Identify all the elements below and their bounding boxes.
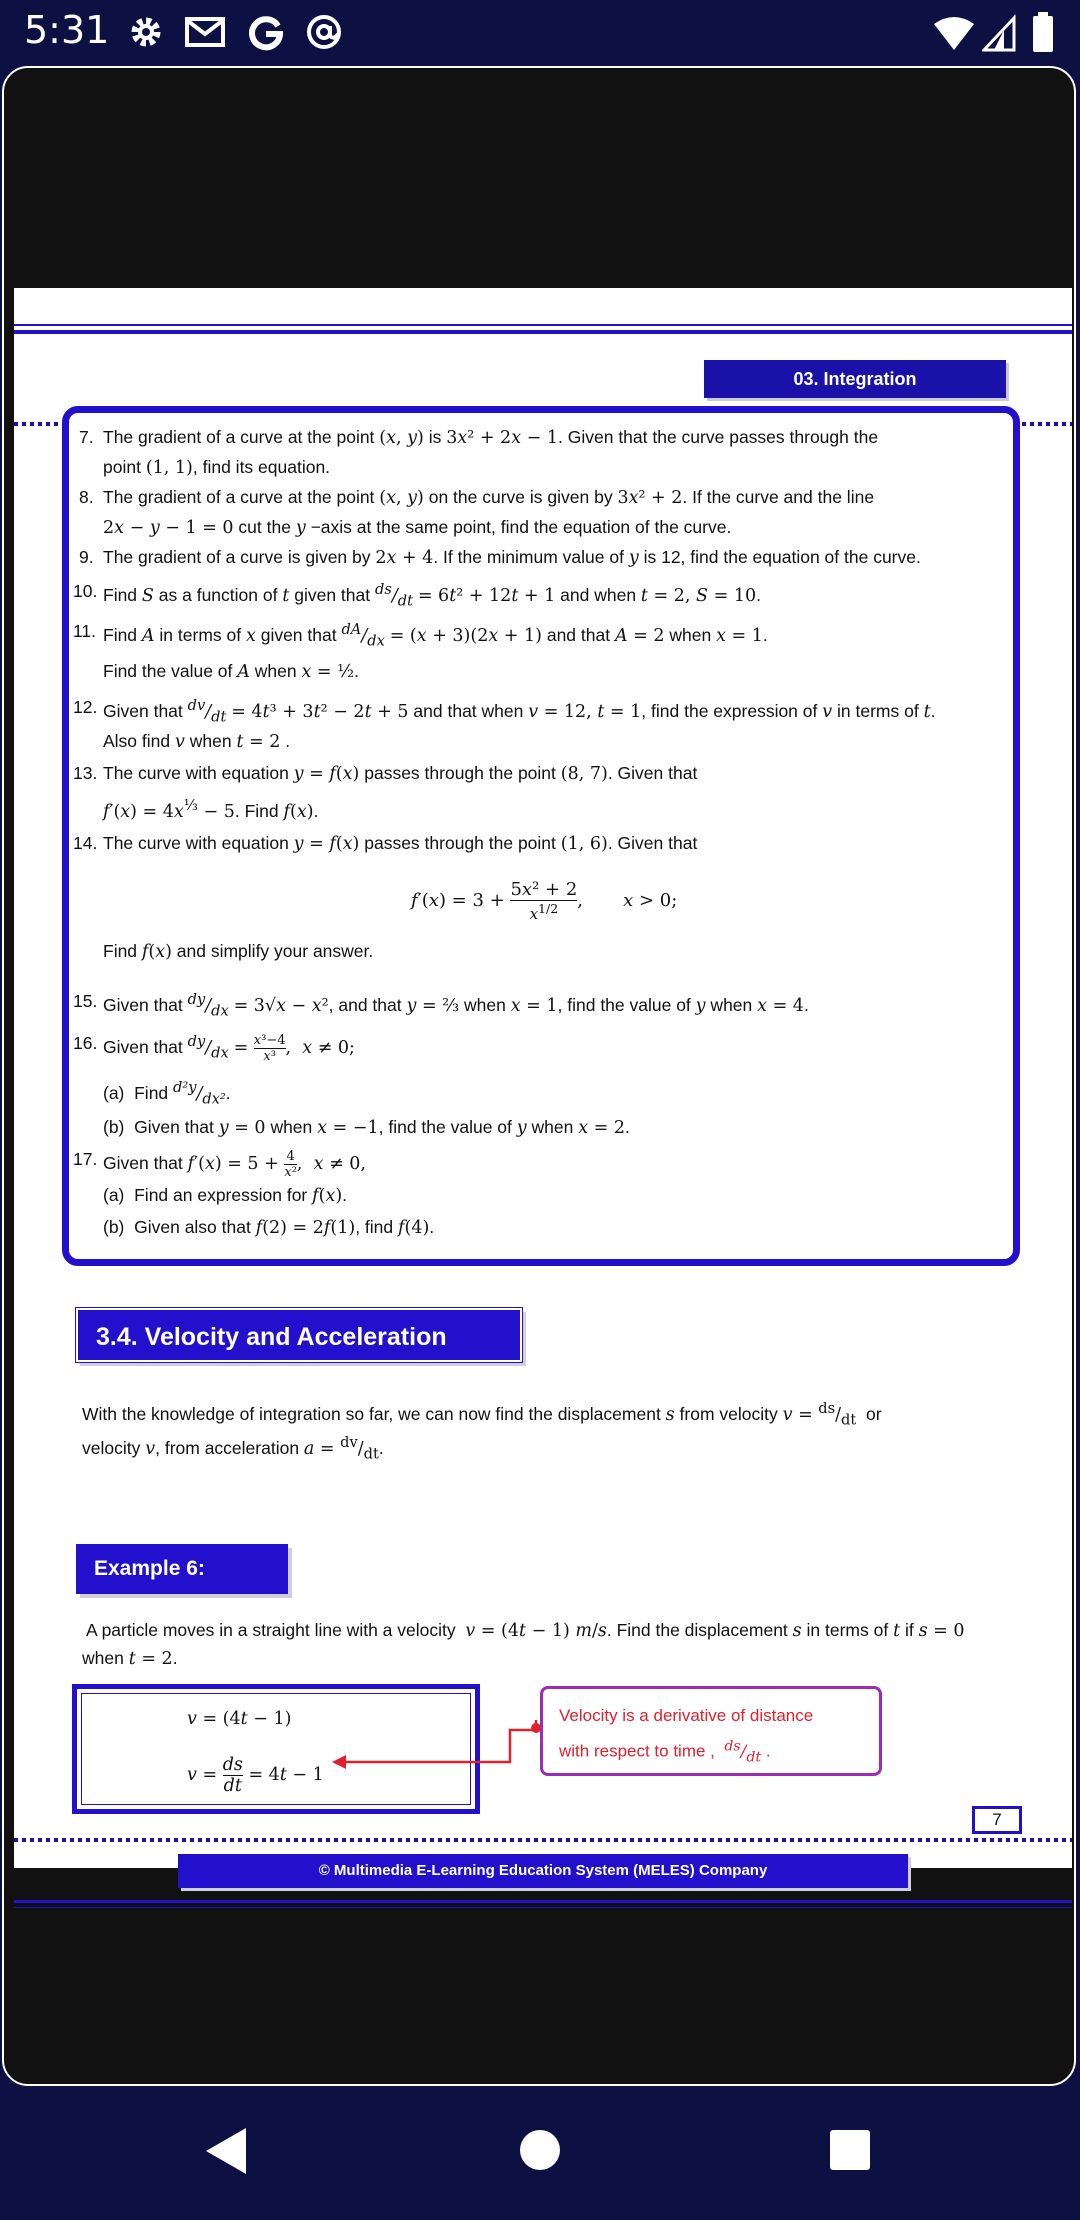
section-heading: 3.4. Velocity and Acceleration bbox=[76, 1308, 522, 1362]
navigation-bar bbox=[0, 2090, 1080, 2220]
note-box bbox=[540, 1686, 882, 1776]
example-text-line-1: A particle moves in a straight line with a velocity v = (4t − 1) m/s. Find the displacement s in terms of t if s = 0 bbox=[86, 1620, 965, 1641]
solution-line-1: v = (4t − 1) bbox=[187, 1709, 292, 1729]
document-page[interactable] bbox=[14, 288, 1072, 1879]
gmail-icon bbox=[184, 12, 226, 52]
solution-line-2: v = $\frac{ds}{dt}$ = 4t − 1 bbox=[187, 1755, 324, 1796]
note-line-2: with respect to time , $^{ds}/_{dt}$ . bbox=[559, 1738, 771, 1766]
home-icon[interactable] bbox=[518, 2128, 562, 2172]
footer-copyright: © Multimedia E-Learning Education System (MELES) Company bbox=[178, 1854, 908, 1888]
header-rule bbox=[14, 324, 1072, 326]
example-heading: Example 6: bbox=[76, 1544, 288, 1594]
google-icon bbox=[246, 12, 286, 52]
at-sign-icon bbox=[304, 12, 344, 52]
wifi-icon bbox=[932, 14, 976, 54]
footer-dotted-strip bbox=[14, 1838, 1072, 1842]
section-text-line-2: velocity v, from acceleration $a = ^{dv}/_{dt}$. bbox=[82, 1434, 384, 1463]
header-rule-thick bbox=[14, 330, 1072, 334]
footer-rule bbox=[14, 1900, 1072, 1903]
status-bar bbox=[0, 0, 1080, 64]
exercise-text: The gradient of a curve at the point (x, y) is 3x² + 2x − 1. Given that the curve passes through the bbox=[103, 427, 879, 448]
page-number: 7 bbox=[972, 1806, 1022, 1834]
gear-icon bbox=[126, 12, 166, 52]
exercise-14-formula: f′(x) = 3 + 5x² + 2 $x^{1/2}$ , x > 0; bbox=[411, 879, 678, 923]
chapter-tab: 03. Integration bbox=[704, 360, 1006, 398]
footer-rule-thin bbox=[14, 1907, 1072, 1908]
section-text-line-1: With the knowledge of integration so far, we can now find the displacement s from velocity $v = ^{ds}/_{dt}$ or bbox=[82, 1400, 882, 1429]
recents-icon[interactable] bbox=[828, 2128, 872, 2172]
example-text-line-2: when t = 2. bbox=[82, 1648, 178, 1669]
cellular-signal-icon bbox=[982, 14, 1016, 54]
note-line-1: Velocity is a derivative of distance bbox=[559, 1706, 814, 1725]
document-viewer[interactable] bbox=[2, 66, 1076, 2086]
exercise-box: 7. The gradient of a curve at the point (x, y) is 3x² + 2x − 1. Given that the curve passes through the point (1, 1), find its equation. 8. The gradient of a curve at the point (x, y) on the curve is given by 3x² + 2. If the curve and the line 2x − y − 1 = 0 cut the y −axis at the same point, find the equation of the curve. 9. The gradient of a curve is given by 2x + 4. If the minimum value of y is 12, find the equation of the curve. 10. Find S as a function of t given that $^{ds}/_{dt} = 6t^2 + 12t + 1$ and when t = 2, S = 10. 11. Find A in terms of x given that $^{dA}/_{dx} = (x + 3)(2x + 1)$ and that A = 2 when x = 1. Find the value of A when x = ½. 12. Given that $^{dv}/_{dt} = 4t^3 + 3t^2 - 2t + 5$ and that when v = 12, t = 1, find the expression of v in terms of t. Also find v when t = 2 . 13. The curve with equation y = f(x) passes through the point (8, 7). Given that $f'(x) = 4x^{\frac{1}{3}} - 5$. Find f(x). 14. The curve with equation y = f(x) passes through the point (1, 6). Given that f′(x) = 3 + 5x² + 2 $x^{1/2}$ , x > 0; Find f(x) and simplify your answer. 15. Given that $^{dy}/_{dx} = 3√x - x^2$, and that y = ⅔ when x = 1, find the value of y when x = 4. 16. Given that $^{dy}/_{dx}$ = $\frac{\text{x³−4}}{\text{x³}}$ , x ≠ 0; (a) Find $^{d^2y}/_{dx^2}$. (b) Given that y = 0 when x = −1, find the value of y when x = 2. 17. Given that f′(x) = 5 + $\frac{4}{\text{x²}}$ , x ≠ 0, (a) Find an expression for f(x). (b) Given also that f(2) = 2f(1), find f(4). bbox=[62, 406, 1020, 1266]
status-time: 5:31 bbox=[24, 8, 110, 52]
battery-icon bbox=[1032, 12, 1054, 52]
back-icon[interactable] bbox=[204, 2126, 248, 2176]
annotation-arrow bbox=[330, 1718, 546, 1798]
